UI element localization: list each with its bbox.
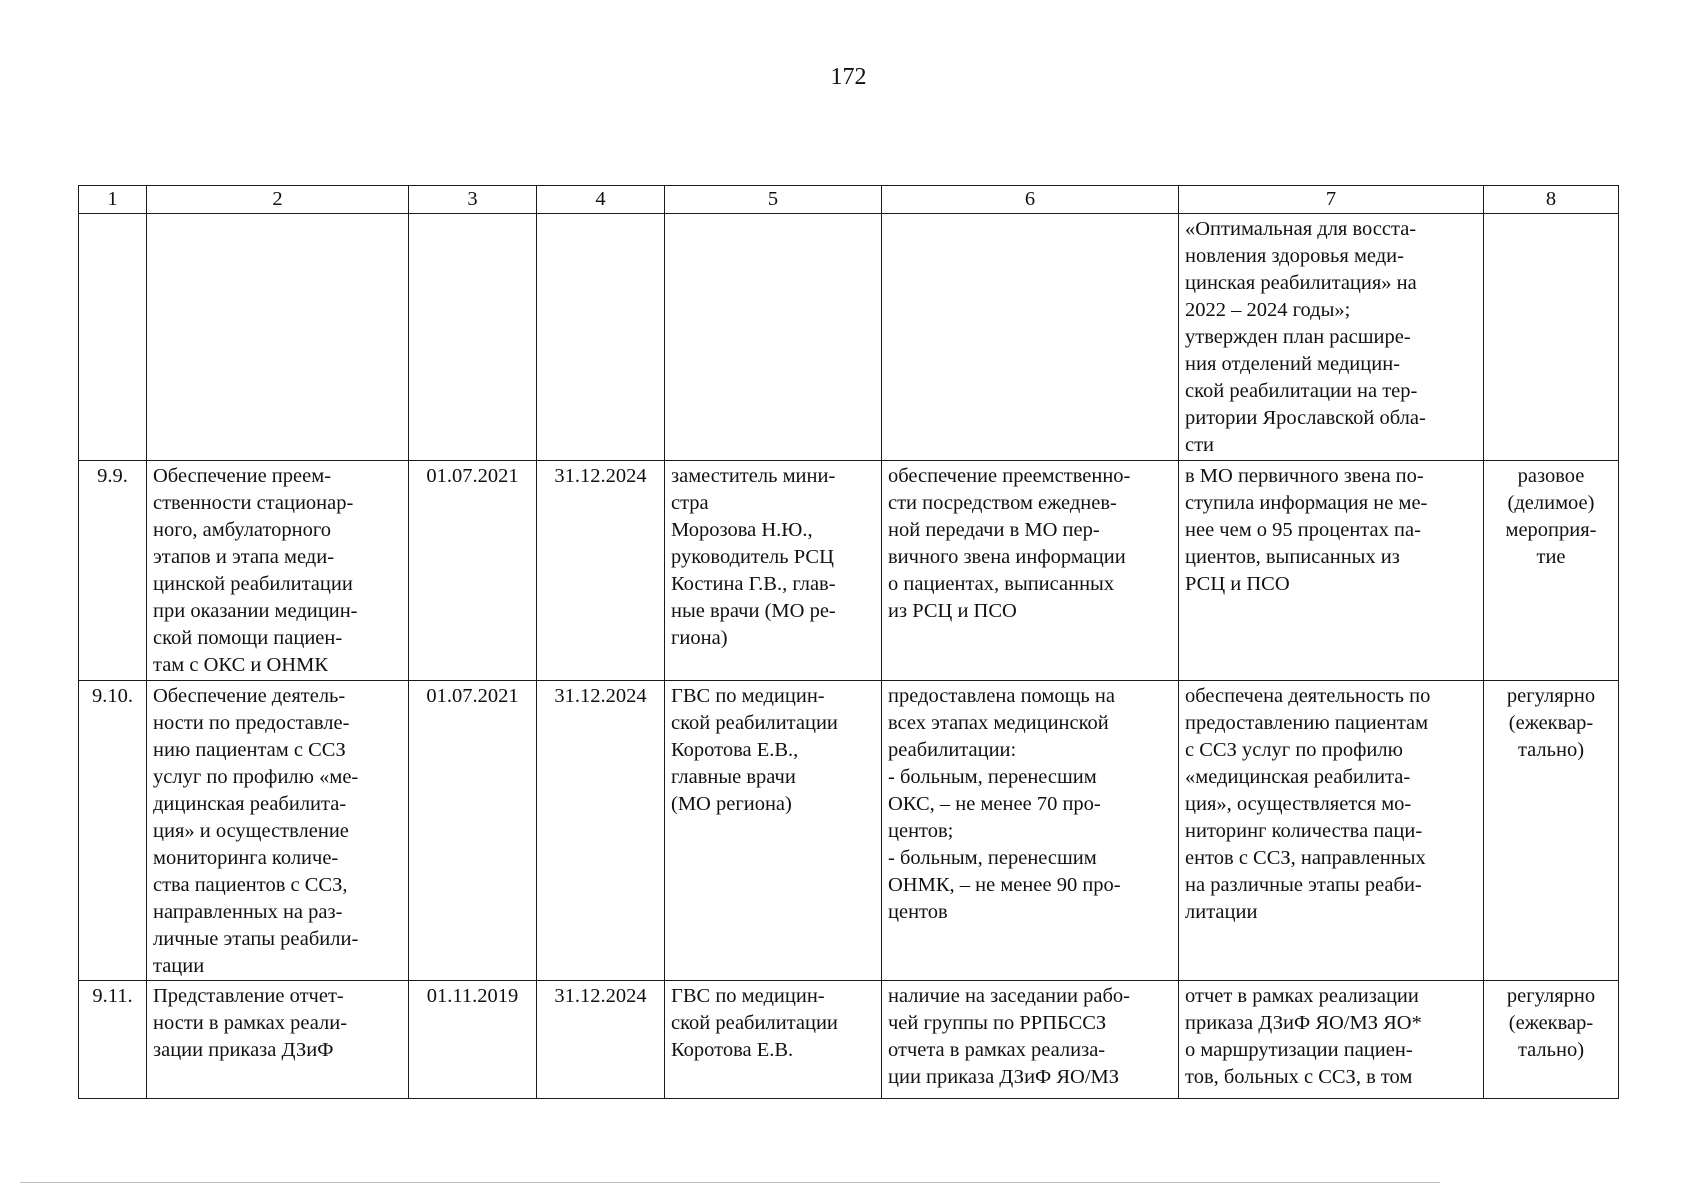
scan-edge-divider bbox=[20, 1182, 1440, 1183]
table-row bbox=[79, 681, 1619, 981]
column-header: 5 bbox=[665, 186, 882, 214]
indicator-cell bbox=[882, 214, 1179, 461]
end-date-cell: 31.12.2024 bbox=[537, 461, 665, 681]
result-cell: обеспечена деятельность по предоставлению пациентам с ССЗ услуг по профилю «медицинская реабилита- ция», осуществляется мо- ниторинг количества паци- ентов с ССЗ, направленных на различные этапы реаби- литации bbox=[1179, 681, 1484, 981]
row-number: 9.9. bbox=[79, 461, 147, 681]
end-date-cell: 31.12.2024 bbox=[537, 981, 665, 1099]
row-number: 9.10. bbox=[79, 681, 147, 981]
type-cell: регулярно (ежеквар- тально) bbox=[1484, 981, 1619, 1099]
start-date-cell: 01.11.2019 bbox=[409, 981, 537, 1099]
event-cell: Обеспечение преем- ственности стационар- ного, амбулаторного этапов и этапа меди- цинской реабилитации при оказании медицин- ской помощи пациен- там с ОКС и ОНМК bbox=[147, 461, 409, 681]
type-cell bbox=[1484, 214, 1619, 461]
start-date-cell: 01.07.2021 bbox=[409, 461, 537, 681]
responsible-cell: ГВС по медицин- ской реабилитации Коротова Е.В., главные врачи (МО региона) bbox=[665, 681, 882, 981]
table-row bbox=[79, 214, 1619, 461]
event-cell bbox=[147, 214, 409, 461]
event-cell: Представление отчет- ности в рамках реали- зации приказа ДЗиФ bbox=[147, 981, 409, 1099]
column-number-header bbox=[79, 186, 1619, 214]
indicator-cell: предоставлена помощь на всех этапах медицинской реабилитации: - больным, перенесшим ОКС, – не менее 70 про- центов; - больным, перенесшим ОНМК, – не менее 90 про- центов bbox=[882, 681, 1179, 981]
responsible-cell: заместитель мини- стра Морозова Н.Ю., руководитель РСЦ Костина Г.В., глав- ные врачи (МО ре- гиона) bbox=[665, 461, 882, 681]
indicator-cell: наличие на заседании рабо- чей группы по РРПБССЗ отчета в рамках реализа- ции приказа ДЗиФ ЯО/МЗ bbox=[882, 981, 1179, 1099]
end-date-cell bbox=[537, 214, 665, 461]
column-header: 1 bbox=[79, 186, 147, 214]
result-cell: отчет в рамках реализации приказа ДЗиФ ЯО/МЗ ЯО* о маршрутизации пациен- тов, больных с ССЗ, в том bbox=[1179, 981, 1484, 1099]
table-row bbox=[79, 461, 1619, 681]
indicator-cell: обеспечение преемственно- сти посредством ежеднев- ной передачи в МО пер- вичного звена информации о пациентах, выписанных из РСЦ и ПСО bbox=[882, 461, 1179, 681]
type-cell: регулярно (ежеквар- тально) bbox=[1484, 681, 1619, 981]
row-number bbox=[79, 214, 147, 461]
result-cell: в МО первичного звена по- ступила информация не ме- нее чем о 95 процентах па- циентов, выписанных из РСЦ и ПСО bbox=[1179, 461, 1484, 681]
page-number: 172 bbox=[830, 64, 867, 90]
column-header: 8 bbox=[1484, 186, 1619, 214]
column-header: 3 bbox=[409, 186, 537, 214]
column-header: 7 bbox=[1179, 186, 1484, 214]
start-date-cell: 01.07.2021 bbox=[409, 681, 537, 981]
responsible-cell: ГВС по медицин- ской реабилитации Коротова Е.В. bbox=[665, 981, 882, 1099]
end-date-cell: 31.12.2024 bbox=[537, 681, 665, 981]
row-number: 9.11. bbox=[79, 981, 147, 1099]
column-header: 2 bbox=[147, 186, 409, 214]
table-row bbox=[79, 981, 1619, 1099]
event-cell: Обеспечение деятель- ности по предоставле- нию пациентам с ССЗ услуг по профилю «ме- дицинская реабилита- ция» и осуществление мониторинга количе- ства пациентов с ССЗ, направленных на раз- личные этапы реабили- тации bbox=[147, 681, 409, 981]
result-cell: «Оптимальная для восста- новления здоровья меди- цинская реабилитация» на 2022 – 2024 годы»; утвержден план расшире- ния отделений медицин- ской реабилитации на тер- ритории Ярославской обла- сти bbox=[1179, 214, 1484, 461]
column-header: 6 bbox=[882, 186, 1179, 214]
responsible-cell bbox=[665, 214, 882, 461]
type-cell: разовое (делимое) мероприя- тие bbox=[1484, 461, 1619, 681]
measures-table bbox=[78, 185, 1619, 1099]
start-date-cell bbox=[409, 214, 537, 461]
column-header: 4 bbox=[537, 186, 665, 214]
